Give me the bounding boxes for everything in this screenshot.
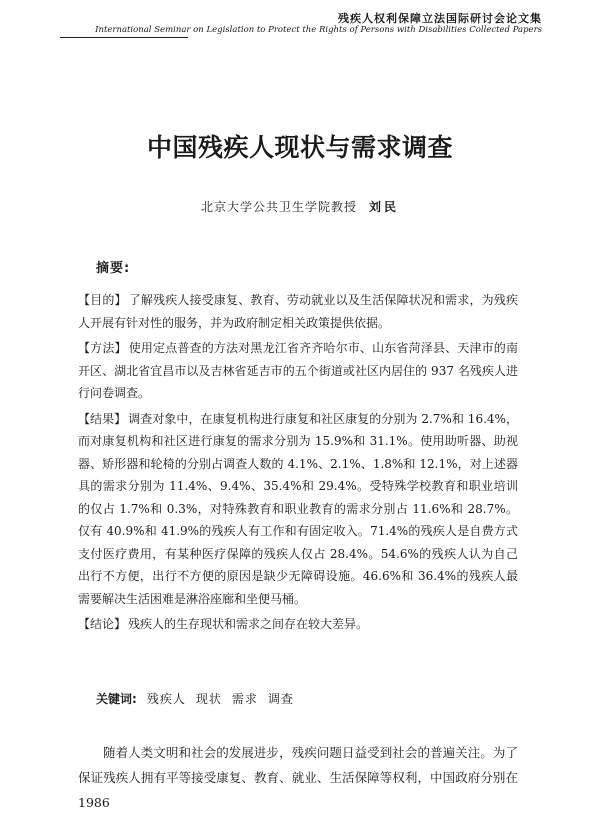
abstract-body (78, 289, 518, 639)
keyword: 调查 (267, 692, 294, 706)
keyword: 需求 (231, 692, 258, 706)
abstract-tag: 【结果】 (78, 411, 127, 426)
author-name: 刘民 (369, 200, 400, 214)
author-line (0, 198, 600, 215)
abstract-label: 摘要: (96, 261, 131, 276)
abstract-tag: 【结论】 (78, 617, 127, 631)
body-paragraph: 随着人类文明和社会的发展进步，残疾问题日益受到社会的普遍关注。为了保证残疾人拥有平等接受康复、教育、就业、生活保障等权利，中国政府分别在 1986 (78, 745, 518, 810)
abstract-text: 残疾人的生存现状和需求之间存在较大差异。 (128, 617, 369, 631)
abstract-paragraph-results (78, 408, 518, 611)
paper-title: 中国残疾人现状与需求调查 (146, 133, 453, 162)
abstract-paragraph-method (78, 337, 518, 405)
abstract-paragraph-conclusion (78, 613, 518, 636)
keyword: 现状 (195, 692, 222, 706)
header-series-title: 残疾人权利保障立法国际研讨会论文集 (338, 12, 542, 25)
keywords-line (96, 690, 304, 707)
abstract-text: 了解残疾人接受康复、教育、劳动就业以及生活保障状况和需求，为残疾人开展有针对性的服务，并为政府制定相关政策提供依据。 (78, 293, 518, 330)
abstract-text: 使用定点普查的方法对黑龙江省齐齐哈尔市、山东省菏泽县、天津市的南开区、湖北省宜昌市以及吉林省延吉市的五个街道或社区内居住的 937 名残疾人进行问卷调查。 (78, 341, 518, 400)
author-affiliation: 北京大学公共卫生学院教授 (200, 200, 357, 214)
running-header (0, 0, 600, 48)
abstract-text: 调查对象中，在康复机构进行康复和社区康复的分别为 2.7%和 16.4%，而对康复机构和社区进行康复的需求分别为 15.9%和 31.1%。使用助听器、助视器、矫形器和轮椅的分别占调查人数的 4.1%、2.1%、1.8%和 12.1%，对上述器具的需求分别为 11.4%、9.4%、35.4%和 29.4%。受特殊学校教育和职业培训的仅占 1.7%和 0.3%，对特殊教育和职业教育的需求分别占 11.6%和 28.7%。仅有 40.9%和 41.9%的残疾人有工作和有固定收入。71.4%的残疾人是自费方式支付医疗费用，有某种医疗保障的残疾人仅占 28.4%。54.6%的残疾人认为自己出行不方便，出行不方便的原因是缺少无障碍设施。46.6%和 36.4%的残疾人最需要解决生活困难是淋浴座廊和坐便马桶。 (78, 411, 518, 606)
abstract-tag: 【目的】 (78, 293, 127, 307)
header-series-title-en: International Seminar on Legislation to Protect the Rights of Persons with Disabilities Collected Papers (95, 25, 542, 35)
keywords-label: 关键词: (96, 692, 137, 706)
abstract-paragraph-objective (78, 289, 518, 334)
keyword: 残疾人 (146, 692, 186, 706)
abstract-tag: 【方法】 (78, 341, 127, 355)
header-rule (60, 37, 188, 38)
